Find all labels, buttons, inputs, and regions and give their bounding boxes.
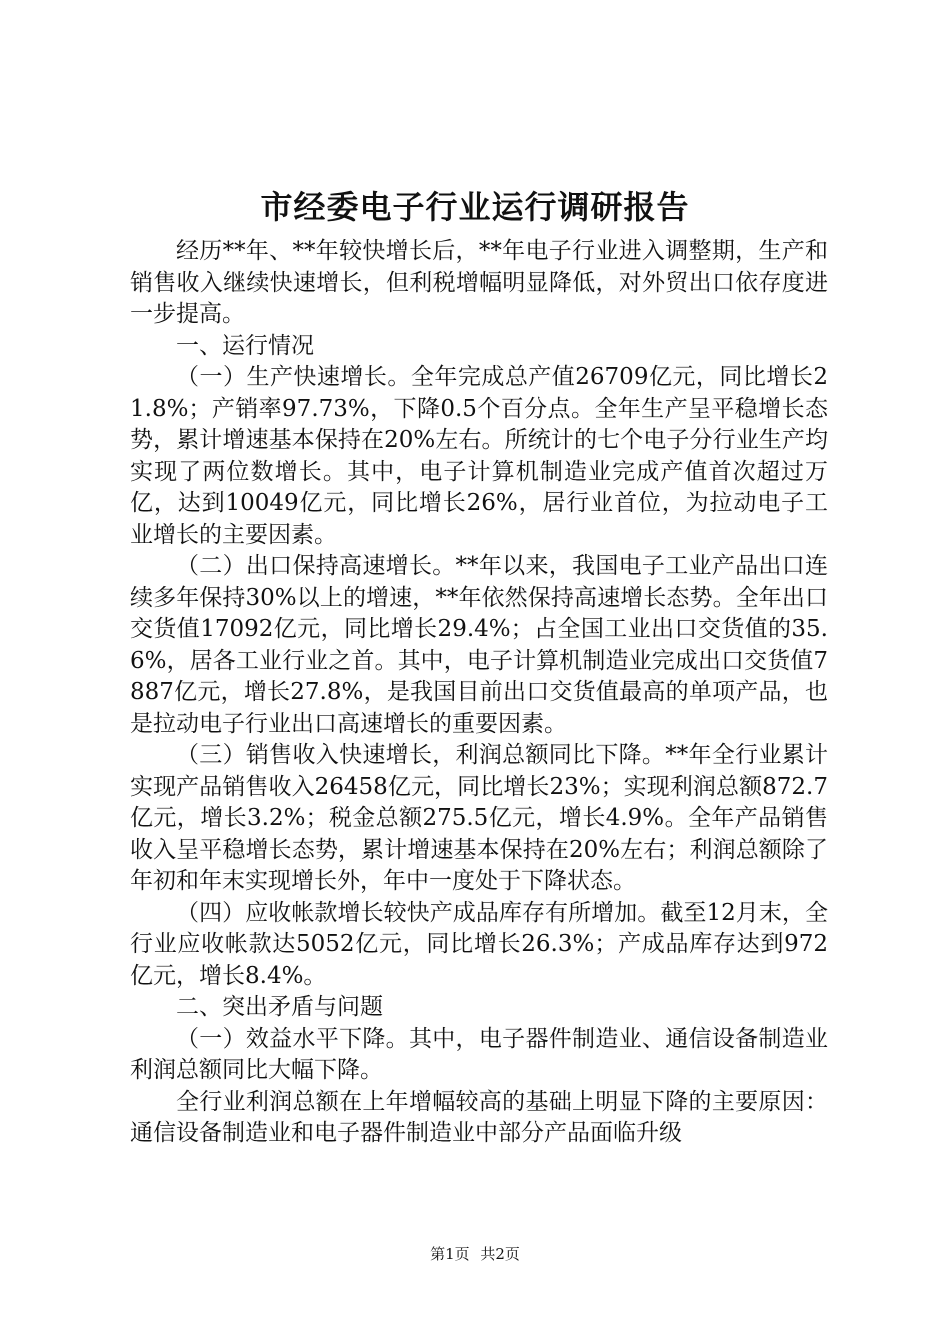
paragraph-export: （二）出口保持高速增长。**年以来，我国电子工业产品出口连续多年保持30%以上的增速，**年依然保持高速增长态势。全年出口交货值17092亿元，同比增长29.4%；占全国工业出口交货值的35.6%，居各工业行业之首。其中，电子计算机制造业完成出口交货值7887亿元，增长27.8%，是我国目前出口交货值最高的单项产品，也是拉动电子行业出口高速增长的重要因素。 [130,553,828,737]
intro-paragraph: 经历**年、**年较快增长后，**年电子行业进入调整期，生产和销售收入继续快速增长，但利税增幅明显降低，对外贸出口依存度进一步提高。 [130,238,828,327]
paragraph-efficiency: （一）效益水平下降。其中，电子器件制造业、通信设备制造业利润总额同比大幅下降。 [130,1025,828,1083]
section-heading-2: 二、突出矛盾与问题 [176,994,383,1020]
page-title: 市经委电子行业运行调研报告 [260,188,690,226]
paragraph-receivables: （四）应收帐款增长较快产成品库存有所增加。截至12月末，全行业应收帐款达5052亿元，同比增长26.3%；产成品库存达到972亿元，增长8.4%。 [130,899,828,989]
page-footer [0,1244,950,1264]
section-heading-1: 一、运行情况 [176,332,314,359]
paragraph-profit-reasons: 全行业利润总额在上年增幅较高的基础上明显下降的主要原因：通信设备制造业和电子器件制造业中部分产品面临升级 [130,1088,828,1146]
document-body [130,236,828,1150]
paragraph-production: （一）生产快速增长。全年完成总产值26709亿元，同比增长21.8%；产销率97.73%，下降0.5个百分点。全年生产呈平稳增长态势，累计增速基本保持在20%左右。所统计的七个电子分行业生产均实现了两位数增长。其中，电子计算机制造业完成产值首次超过万亿，达到10049亿元，同比增长26%，居行业首位，为拉动电子工业增长的主要因素。 [130,364,828,548]
paragraph-sales: （三）销售收入快速增长，利润总额同比下降。**年全行业累计实现产品销售收入26458亿元，同比增长23%；实现利润总额872.7亿元，增长3.2%；税金总额275.5亿元，增长4.9%。全年产品销售收入呈平稳增长态势，累计增速基本保持在20%左右；利润总额除了年初和年末实现增长外，年中一度处于下降状态。 [130,742,828,894]
page-number: 第1页 [430,1245,470,1263]
page-total: 共2页 [480,1245,520,1263]
